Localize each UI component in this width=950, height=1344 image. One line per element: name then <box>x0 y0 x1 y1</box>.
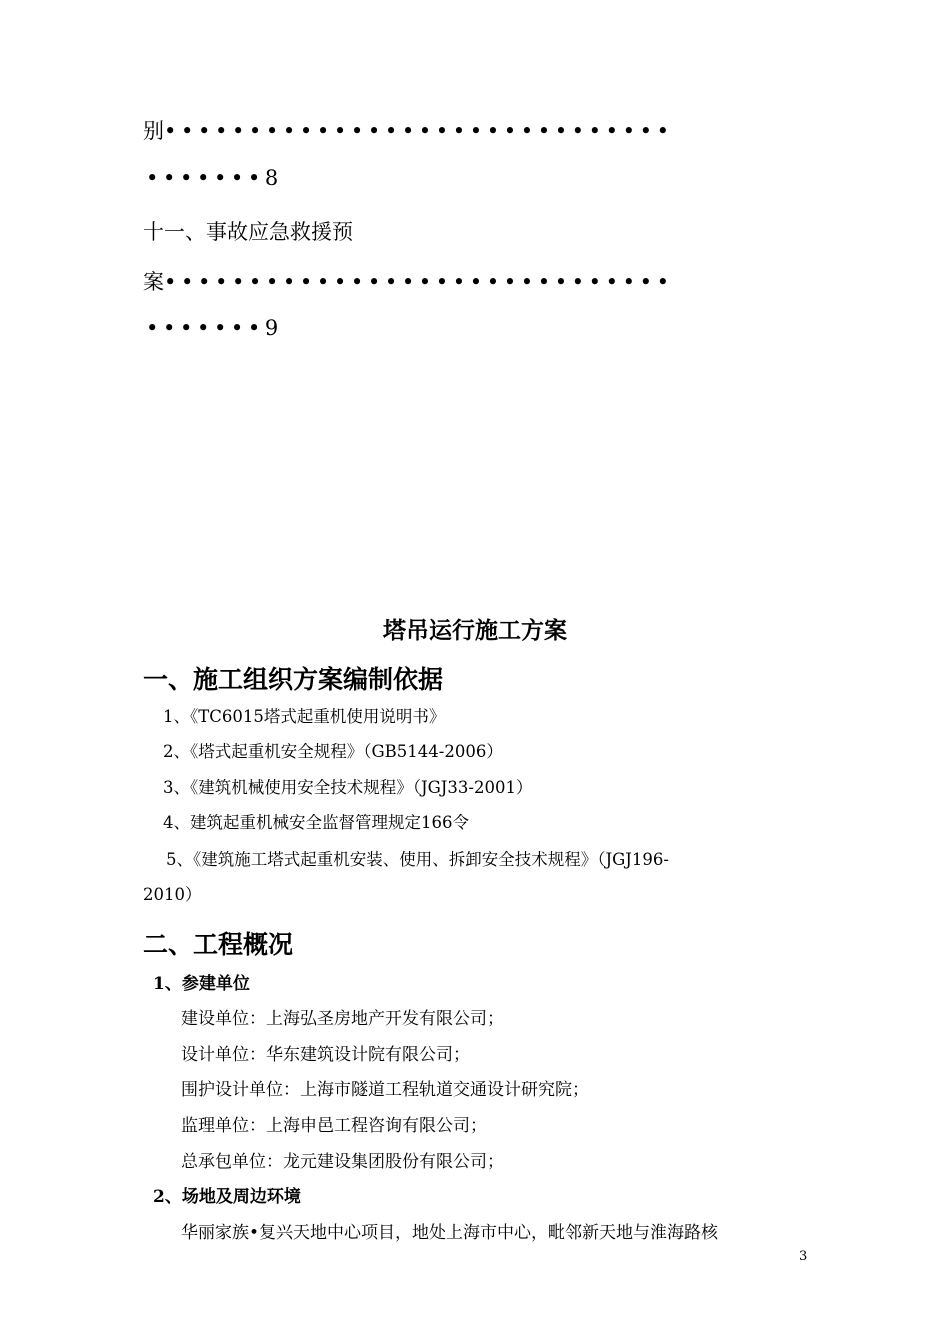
subsection-site-heading: 2、场地及周边环境 <box>153 1187 301 1207</box>
toc-entry-emergency: 十一、事故应急救援预 <box>143 220 353 244</box>
subsection-participants-heading: 1、参建单位 <box>153 974 250 994</box>
toc-line-5 <box>146 316 278 340</box>
basis-item-4: 4、建筑起重机械安全监督管理规定166令 <box>163 813 469 832</box>
toc-dot-leader: ••••••• <box>146 316 265 340</box>
toc-line-1-prefix: 别 <box>143 119 164 143</box>
page-number: 3 <box>799 1249 808 1264</box>
basis-item-5-continued: 2010） <box>143 885 202 904</box>
document-title: 塔吊运行施工方案 <box>383 617 567 644</box>
basis-item-5: 5、《建筑施工塔式起重机安装、使用、拆卸安全技术规程》（JGJ196- <box>166 850 669 869</box>
toc-dot-leader: •••••••••••••••••••••••••••••• <box>164 119 674 143</box>
participant-line: 总承包单位：龙元建设集团股份有限公司； <box>181 1152 504 1172</box>
basis-item-2: 2、《塔式起重机安全规程》（GB5144-2006） <box>163 742 503 761</box>
basis-item-1: 1、《TC6015塔式起重机使用说明书》 <box>163 707 446 726</box>
site-paragraph: 华丽家族•复兴天地中心项目，地处上海市中心，毗邻新天地与淮海路核 <box>181 1223 719 1243</box>
participant-line: 建设单位：上海弘圣房地产开发有限公司； <box>181 1009 504 1029</box>
section-2-heading: 二、工程概况 <box>143 930 294 959</box>
basis-item-3: 3、《建筑机械使用安全技术规程》（JGJ33-2001） <box>163 778 533 797</box>
participant-line: 设计单位：华东建筑设计院有限公司； <box>181 1045 470 1065</box>
participant-line: 围护设计单位：上海市隧道工程轨道交通设计研究院； <box>181 1080 589 1100</box>
toc-dot-leader: •••••••••••••••••••••••••••••• <box>164 270 674 294</box>
toc-line-4 <box>143 266 674 296</box>
section-1-heading: 一、施工组织方案编制依据 <box>143 665 444 694</box>
toc-page-number: 9 <box>264 316 279 340</box>
toc-line-1 <box>143 115 674 145</box>
toc-dot-leader: ••••••• <box>146 166 265 190</box>
toc-line-2 <box>146 166 278 190</box>
toc-line-4-prefix: 案 <box>143 270 164 294</box>
toc-page-number: 8 <box>264 166 279 190</box>
participant-line: 监理单位：上海申邑工程咨询有限公司； <box>181 1116 487 1136</box>
